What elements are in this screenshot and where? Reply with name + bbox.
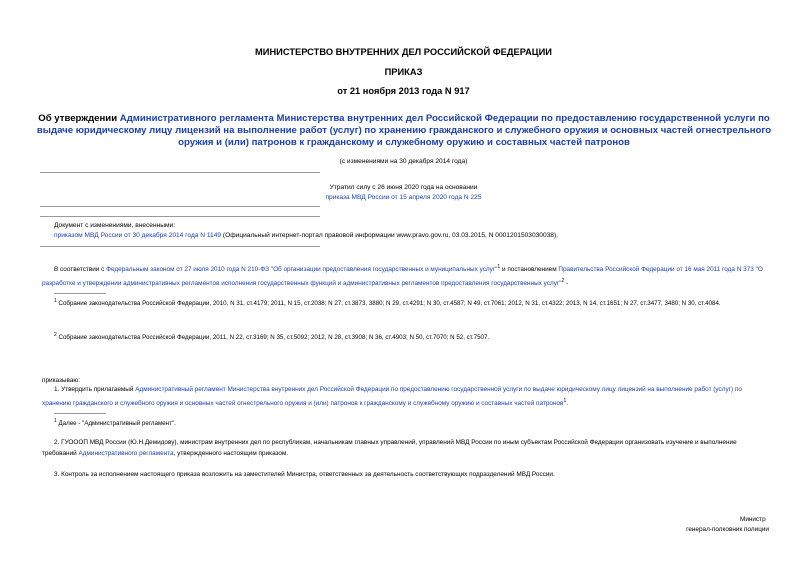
order-item-1-prefix: 1. Утвердить прилагаемый [54,386,136,393]
footnote-marker: 1 [54,298,57,304]
separator-rule [40,246,320,247]
separator-rule [40,216,320,217]
changes-intro: Документ с изменениями, внесенными: [54,222,176,229]
footnote-2 [54,330,769,343]
order-item-2-text: 2. ГУОООП МВД России (Ю.Н.Демидову), министрам внутренних дел по республикам, начальникам главных управлений, управлений МВД России по иным субъектам Российской Федерации организовать изучение и выполнение требований [42,439,737,457]
separator-rule [40,172,320,173]
order-item-3: 3. Контроль за исполнением настоящего приказа возложить на заместителей Министра, ответственных за деятельность соответствующих подразделений МВД России. [54,471,555,478]
amendments-note: (с изменениями на 30 декабря 2014 года) [339,158,468,165]
federal-law-link[interactable]: Федеральным законом от 27 июля 2010 года N 210-ФЗ "Об организации предоставления государственных и муниципальных услуг" [106,266,498,274]
doc-type-heading: ПРИКАЗ [384,67,423,77]
signature-rank: генерал-полковник полиции [686,526,769,533]
preamble-paragraph [42,262,772,289]
regulation-link[interactable]: Административный регламент Министерства внутренних дел Российской Федерации по предоставлению государственной услуги по выдаче юридическому лицу лицензий на выполнение работ (услуг) по хранению гражданского и служебного оружия и основных частей огнестрельного оружия и (или) патронов к гражданскому и служебному оружию и составных частей патронов [42,386,742,407]
ministry-heading: МИНИСТЕРСТВО ВНУТРЕННИХ ДЕЛ РОССИЙСКОЙ ФЕДЕРАЦИИ [255,47,552,57]
regulation-short-link[interactable]: Административного регламента [78,449,174,457]
changes-order-link[interactable]: приказом МВД России от 30 декабря 2014 года N 1149 [54,232,222,239]
title-regulation-link[interactable]: Административного регламента Министерства внутренних дел Российской Федерации по предоставлению государственной услуги по выдаче юридическому лицу лицензий на выполнение работ (услуг) по хранению гражданского и служебного оружия и основных частей огнестрельного оружия и (или) патронов к гражданскому и служебному оружию и составных частей патронов [36,113,772,148]
preamble-text-1: В соответствии с [54,266,107,274]
footnote-text: Далее - "Административный регламент". [56,420,176,428]
order-item-1 [42,385,772,409]
footnote-marker: 2 [54,332,57,338]
order-item-2 [42,438,772,459]
footnote-ref-3[interactable]: 1 [563,397,567,404]
title-prefix: Об утверждении [38,113,120,124]
footnote-1 [54,296,769,309]
footnote-rule [54,293,106,294]
order-item-1-end: . [566,399,568,407]
signature-title: Министр [740,516,766,523]
order-intro: приказываю: [42,377,80,384]
changes-line [54,232,774,240]
footnote-text: Собрание законодательства Российской Федерации, 2010, N 31, ст.4179; 2011, N 15, ст.2038; N 27, ст.3873, 3880; N 29, ст.4291; N 30, ст.4587; N 49, ст.7061; 2012, N 31, ст.4322; 2013, N 14, ст.1651; N 27, ст.3477, 3480; N 30, ст.4084. [56,300,721,308]
footnote-rule [54,413,106,414]
government-decree-link[interactable]: Правительства Российской Федерации от 16 мая 2011 года N 373 "О разработке и утверждении административных регламентов исполнения государственных функций и административных регламентов предоставления государственных услуг" [42,266,763,287]
changes-source: (Официальный интернет-портал правовой информации www.pravo.gov.ru, 03.03.2015, N 0001201503030038). [221,232,559,239]
footnote-marker: 1 [54,418,57,424]
preamble-text-3: - [564,279,569,287]
footnote-ref-1[interactable]: 1 [497,264,501,270]
footnote-text: Собрание законодательства Российской Федерации, 2011, N 22, ст.3169; N 35, ст.5092; 2012, N 28, ст.3908; N 36, ст.4903; N 50, ст.7070; N 52, ст.7507. [56,334,490,342]
document-title [34,113,774,149]
doc-date-heading: от 21 ноября 2013 года N 917 [337,86,470,96]
separator-rule [40,206,320,207]
preamble-text-2: и постановлением [500,266,559,274]
footnote-ref-2[interactable]: 2 [561,277,565,284]
footnote-3 [54,416,769,429]
order-item-2-end: , утвержденного настоящим приказом. [173,449,289,457]
invalidation-link[interactable]: приказа МВД России от 15 апреля 2020 года N 225 [325,194,482,201]
invalidation-text: Утратил силу с 26 июня 2020 года на основании [329,184,478,191]
